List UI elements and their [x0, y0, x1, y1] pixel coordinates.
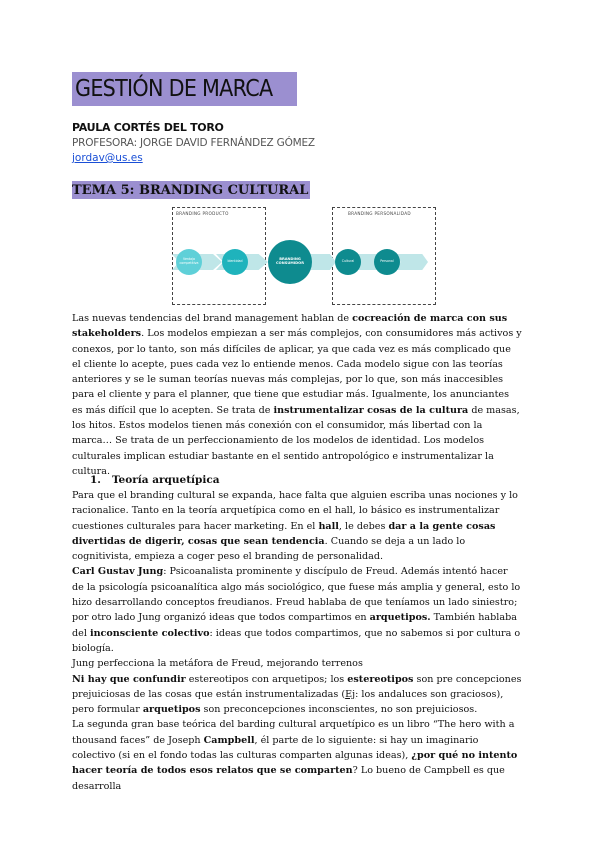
jung-bold-inc: inconsciente colectivo: [89, 627, 210, 639]
est-text-2: son pre concepciones prejuiciosas de las cosas que están instrumentalizadas (: [72, 673, 522, 700]
est-bold-2: estereotipos: [347, 673, 414, 685]
email-link[interactable]: jordav@us.es: [72, 152, 143, 164]
est-text-1: estereotipos con arquetipos; los: [185, 673, 348, 685]
list-title: Teoría arquetípica: [111, 474, 220, 486]
intro-bold-2: instrumentalizar cosas de la cultura: [273, 404, 469, 416]
title-highlight: [72, 72, 297, 106]
branding-personalidad-label: BRANDING PERSONALIDAD: [348, 211, 411, 216]
list-heading: [90, 474, 220, 486]
camp-text-3: ? Lo bueno de Campbell es que desarrolla: [72, 765, 505, 792]
intro-text-2: . Los modelos empiezan a ser más complejos, con consumidores más activos y conexos, por lo tanto, son más difíciles de aplicar, ya que cada vez es más complicado que el cliente lo acepte, pues cada vez lo entiende menos. Cada modelo sigue con las teorías anteriores y se le suman teorías nuevas más complejas, por lo que, son más inaccesibles para el cliente y para el planner, que tiene que estudiar más. Igualmente, los anunciantes es más difícil que lo acepten. Se trata de: [72, 328, 522, 416]
jung-text-2: También hablaba del: [72, 612, 517, 639]
est-text-4: son preconcepciones inconscientes, no son prejuiciosos.: [200, 704, 478, 716]
section-heading: TEMA 5: BRANDING CULTURAL: [72, 182, 309, 198]
document-title: GESTIÓN DE MARCA: [75, 76, 273, 102]
list-number: 1.: [90, 474, 101, 486]
node-personal: [374, 249, 400, 275]
est-bold-3: arquetipos: [142, 704, 201, 716]
paragraph-campbell: [72, 717, 522, 793]
hall-bold: hall: [318, 520, 339, 532]
branding-producto-label: BRANDING PRODUCTO: [176, 211, 229, 216]
intro-bold-1: cocreación de marca con sus stakeholders: [72, 313, 508, 340]
body-text: [72, 488, 522, 794]
node-consumidor-label: BRANDING CONSUMIDOR: [276, 257, 304, 265]
hall-text-1: Para que el branding cultural se expanda, hace falta que alguien escriba unas nociones y lo racionalice. Tanto en la teoría arquetípica como en el hall, lo básico es instrumentalizar cuestiones culturales para hacer marketing. En el: [72, 490, 518, 532]
intro-text-1: Las nuevas tendencias del brand management hablan de: [72, 313, 353, 324]
camp-text-1: La segunda gran base teórica del barding cultural arquetípico es un libro “The hero with a thousand faces” de Joseph: [72, 719, 515, 746]
camp-text-2: , él parte de lo siguiente: si hay un imaginario colectivo (si en el fondo todas las culturas comparten algunas ideas),: [72, 734, 479, 762]
intro-paragraph: [72, 311, 522, 479]
intro-text-3: de masas, los hitos. Estos modelos tienen más conexión con el consumidor, más libertad con la marca… Se trata de un perfeccionamiento de los modelos de identidad. Los modelos culturales implican estudiar bastante en el sentido antropológico e instrumentalizar la cultura.: [72, 404, 520, 477]
paragraph-estereotipos: [72, 672, 522, 718]
paragraph-hall: [72, 488, 522, 564]
node-personal-label: Personal: [380, 259, 394, 264]
paragraph-freud: Jung perfecciona la metáfora de Freud, mejorando terrenos: [72, 658, 363, 670]
professor-name: PROFESORA: JORGE DAVID FERNÁNDEZ GÓMEZ: [72, 137, 315, 149]
node-identidad-label: Identidad: [227, 259, 243, 264]
node-identidad: [222, 249, 248, 275]
jung-name: Carl Gustav Jung: [72, 566, 164, 578]
est-ej: Ej: [345, 688, 356, 700]
paragraph-jung: [72, 564, 522, 656]
branding-diagram: [172, 207, 436, 305]
camp-bold-q: ¿por qué no intento hacer teoría de todos esos relatos que se comparten: [72, 750, 518, 777]
node-ventaja: [176, 249, 202, 275]
hall-text-2: , le debes: [338, 520, 389, 532]
arrow-5: [396, 254, 428, 270]
jung-text-1: : Psicoanalista prominente y discípulo de Freud. Además intentó hacer de la psicología psicoanalítica algo más sociológico, que fuese más amplia y general, esto lo hizo desarrollando conceptos freudianos. Freud hablaba de que teníamos un lado siniestro; por otro lado Jung organizó ideas que todos compartimos en: [72, 566, 521, 624]
jung-text-3: : ideas que todos compartimos, que no sabemos si por cultura o biología.: [72, 627, 521, 654]
hall-bold-2: dar a la gente cosas divertidas de digerir, cosas que sean tendencia: [72, 520, 496, 547]
node-ventaja-label: Ventaja competitiva: [179, 257, 199, 265]
hall-text-3: . Cuando se deja a un lado lo cognitivista, empieza a coger peso el branding de personalidad.: [72, 535, 466, 563]
est-text-3: : los andaluces son graciosos), pero formular: [72, 688, 504, 716]
node-cultural-label: Cultural: [341, 259, 355, 264]
node-consumidor: [268, 240, 312, 284]
est-bold-1: Ni hay que confundir: [72, 673, 186, 685]
jung-bold-arq: arquetipos.: [369, 612, 431, 624]
author-name: PAULA CORTÉS DEL TORO: [72, 121, 224, 134]
node-cultural: [335, 249, 361, 275]
camp-bold: Campbell: [203, 734, 255, 746]
section-heading-highlight: [72, 181, 310, 199]
